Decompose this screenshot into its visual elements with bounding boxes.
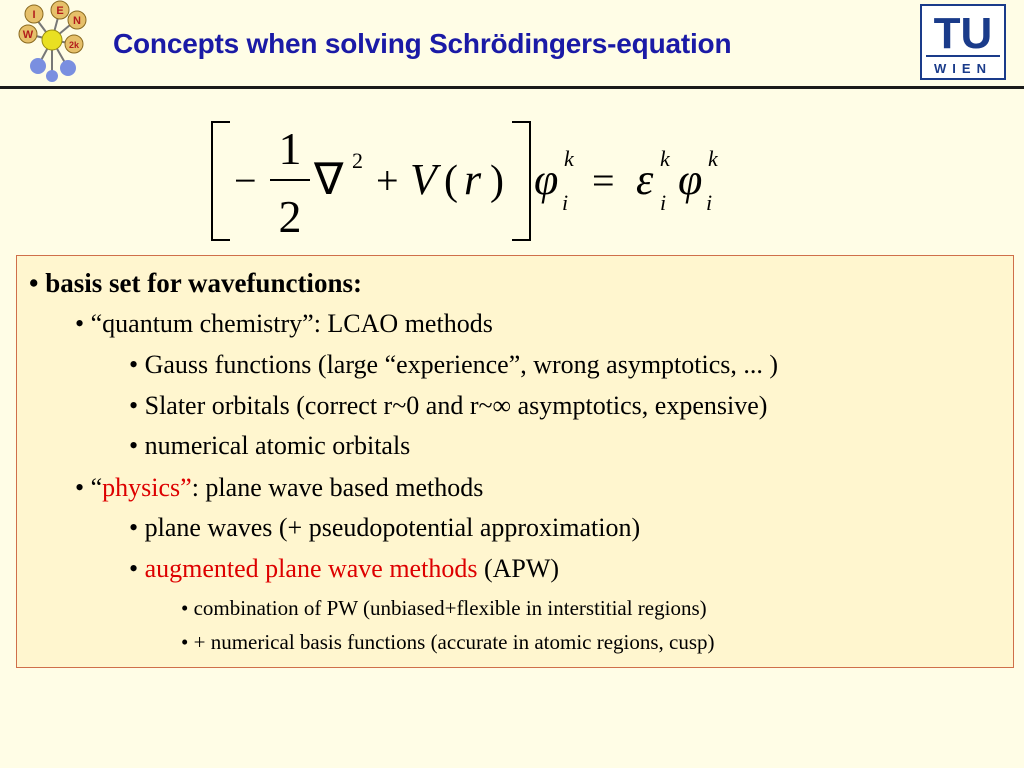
bullet-numerical-text: numerical atomic orbitals [144, 431, 411, 460]
eq-epsilon-sub: i [660, 190, 667, 215]
bullet-marker: • [75, 309, 91, 338]
logo-letter-2k: 2k [68, 40, 80, 50]
bullet-basis-set [29, 268, 362, 299]
bullet-physics [75, 473, 483, 503]
eq-frac-numerator: 1 [278, 123, 302, 174]
bullet-marker: • [181, 630, 194, 654]
bullet-slater [129, 391, 767, 421]
bullet-slater-text: Slater orbitals (correct r~0 and r~∞ asymptotics, expensive) [144, 391, 768, 420]
bullet-marker: • [181, 596, 194, 620]
eq-r: r [464, 155, 482, 204]
left-bracket [212, 122, 230, 240]
bullet-marker: • [129, 350, 145, 379]
eq-phi-right-sup: k [708, 146, 718, 171]
bullet-marker: • [129, 431, 145, 460]
eq-epsilon: ε [636, 155, 654, 204]
bullet-plane-waves [129, 513, 640, 543]
bullet-numerical-basis [181, 630, 715, 655]
eq-minus: − [234, 158, 257, 203]
eq-nabla-exponent: 2 [352, 148, 363, 173]
bullet-quantum-chemistry [75, 309, 493, 339]
schrodinger-equation [200, 114, 760, 254]
bullet-combination [181, 596, 707, 621]
bullet-gauss [129, 350, 778, 380]
bullet-plane-waves-text: plane waves (+ pseudopotential approximation) [144, 513, 641, 542]
wien-logo-text: WIEN [934, 61, 992, 76]
bullet-list-box [16, 255, 1014, 668]
right-bracket [512, 122, 530, 240]
tu-logo-text: TU [933, 9, 993, 58]
bullet-apw-highlight: augmented plane wave methods [144, 554, 478, 583]
bullet-marker: • [29, 268, 46, 298]
bullet-numerical [129, 431, 410, 461]
bullet-quantum-chemistry-text: “quantum chemistry”: LCAO methods [90, 309, 493, 338]
bullet-physics-open-quote: “ [90, 473, 103, 502]
eq-plus: + [376, 158, 399, 203]
eq-phi-right: φ [678, 155, 703, 204]
eq-phi-left-sup: k [564, 146, 574, 171]
bullet-physics-highlight: physics” [102, 473, 192, 502]
eq-paren-close: ) [490, 158, 504, 204]
bullet-gauss-text: Gauss functions (large “experience”, wrong asymptotics, ... ) [144, 350, 779, 379]
bullet-marker: • [75, 473, 91, 502]
header-divider [0, 86, 1024, 89]
eq-frac-denominator: 2 [278, 191, 302, 242]
eq-phi-left: φ [534, 155, 559, 204]
eq-epsilon-sup: k [660, 146, 670, 171]
eq-paren-open: ( [444, 158, 458, 204]
bullet-numerical-basis-text: + numerical basis functions (accurate in atomic regions, cusp) [193, 630, 715, 654]
wien2k-logo [12, 0, 92, 82]
bullet-apw-rest: (APW) [477, 554, 560, 583]
eq-nabla: ∇ [314, 155, 344, 204]
logo-letter-e: E [56, 5, 64, 17]
slide-header [0, 0, 1024, 86]
logo-letter-w: W [22, 29, 34, 41]
eq-V: V [410, 155, 437, 204]
page-title: Concepts when solving Schrödingers-equation [113, 28, 732, 59]
eq-phi-right-sub: i [706, 190, 713, 215]
tu-wien-logo [918, 2, 1008, 82]
logo-letter-n: N [73, 15, 81, 27]
bullet-combination-text: combination of PW (unbiased+flexible in interstitial regions) [193, 596, 707, 620]
bullet-basis-set-text: basis set for wavefunctions: [45, 268, 362, 298]
bullet-marker: • [129, 554, 145, 583]
bullet-marker: • [129, 391, 145, 420]
eq-equals: = [592, 158, 615, 203]
eq-phi-left-sub: i [562, 190, 569, 215]
bullet-physics-rest: : plane wave based methods [191, 473, 484, 502]
logo-letter-i: I [32, 9, 36, 21]
bullet-apw [129, 554, 559, 584]
bullet-marker: • [129, 513, 145, 542]
